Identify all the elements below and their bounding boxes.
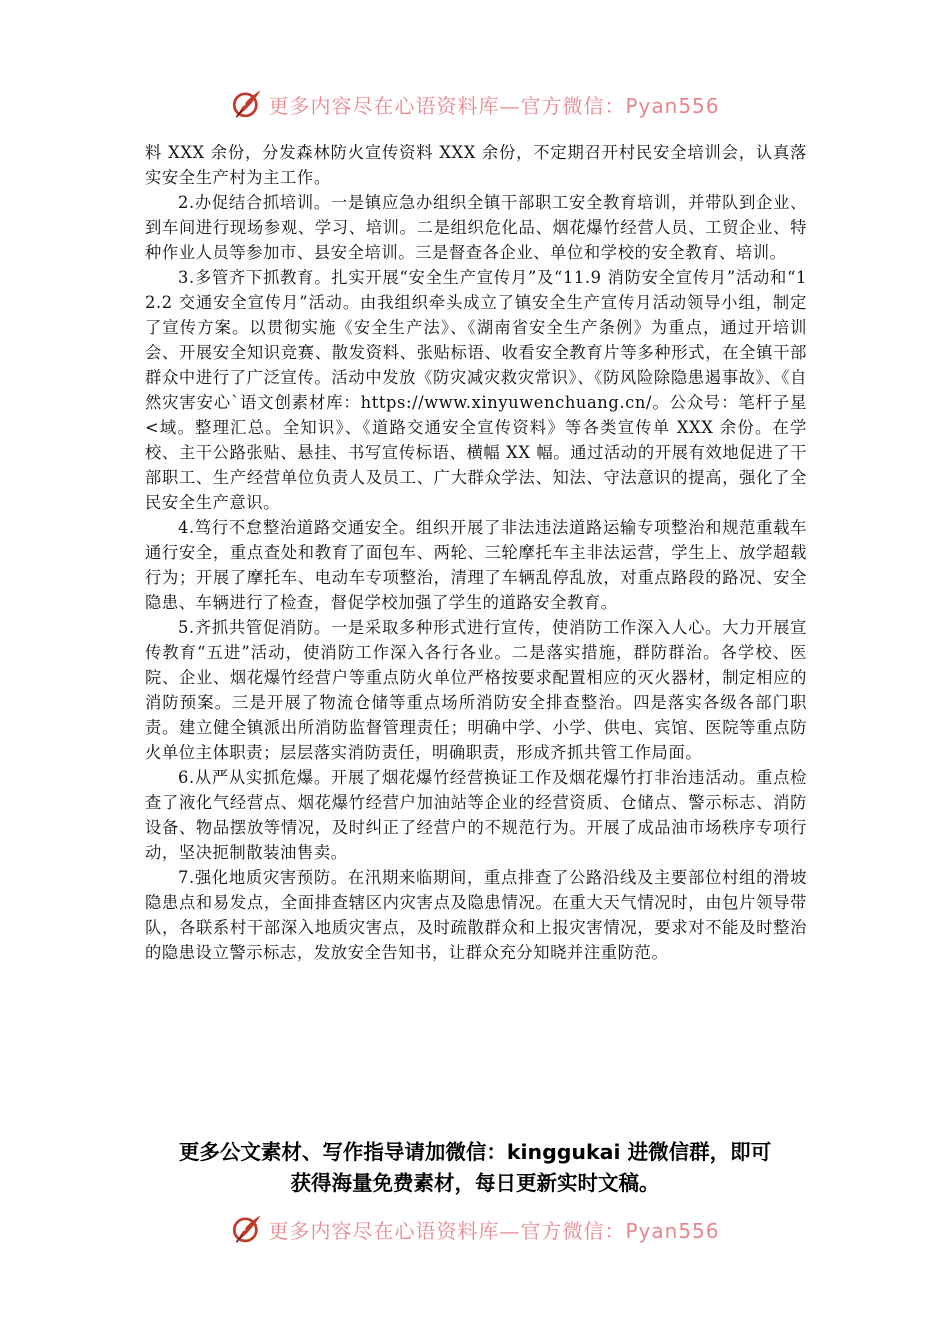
footer-wechat-id: Pyan556 (625, 1218, 720, 1243)
document-body (145, 140, 807, 965)
header-wechat-id: Pyan556 (625, 93, 720, 118)
quill-logo-icon (230, 87, 264, 121)
quill-logo-icon (230, 1212, 264, 1246)
wechat-promo-notice (130, 1137, 820, 1199)
paragraph-road-safety: 4.笃行不怠整治道路交通安全。组织开展了非法违法道路运输专项整治和规范重载车通行安全，重点查处和教育了面包车、两轮、三轮摩托车主非法运营，学生上、放学超载行为；开展了摩托车、电动车专项整治，清理了车辆乱停乱放，对重点路段的路况、安全隐患、车辆进行了检查，督促学校加强了学生的道路安全教育。 (145, 518, 807, 612)
paragraph-geological-hazards: 7.强化地质灾害预防。在汛期来临期间，重点排查了公路沿线及主要部位村组的滑坡隐患点和易发点，全面排查辖区内灾害点及隐患情况。在重大天气情况时，由包片领导带队，各联系村干部深入地质灾害点，及时疏散群众和上报灾害情况，要求对不能及时整治的隐患设立警示标志，发放安全告知书，让群众充分知晓并注重防范。 (145, 868, 807, 962)
promo-line-1: 更多公文素材、写作指导请加微信：kinggukai 进微信群，即可 (178, 1140, 772, 1164)
header-banner (0, 84, 950, 124)
paragraph-training: 2.办促结合抓培训。一是镇应急办组织全镇干部职工安全教育培训，并带队到企业、到车间进行现场参观、学习、培训。二是组织危化品、烟花爆竹经营人员、工贸企业、特种作业人员等参加市、县安全培训。三是督查各企业、单位和学校的安全教育、培训。 (145, 193, 807, 262)
footer-banner-text: 更多内容尽在心语资料库—官方微信：Pyan556 (268, 1218, 720, 1243)
paragraph-continuation: 料 XXX 余份，分发森林防火宣传资料 XXX 余份，不定期召开村民安全培训会，认真落实安全生产村为主工作。 (145, 143, 807, 187)
promo-line-2: 获得海量免费素材，每日更新实时文稿。 (290, 1171, 660, 1195)
paragraph-education: 3.多管齐下抓教育。扎实开展“安全生产宣传月”及“11.9 消防安全宣传月”活动和“12.2 交通安全宣传月”活动。由我组织牵头成立了镇安全生产宣传月活动领导小组，制定了宣传方案。以贯彻实施《安全生产法》、《湖南省安全生产条例》为重点，通过开培训会、开展安全知识竞赛、散发资料、张贴标语、收看安全教育片等多种形式，在全镇干部群众中进行了广泛宣传。活动中发放《防灾减灾救灾常识》、《防风险除隐患遏事故》、《自然灾害安心`语文创素材库：https://www.xinyuwenchuang.cn/。公众号：笔杆子星<域。整理汇总。全知识》、《道路交通安全宣传资料》等各类宣传单 XXX 余份。在学校、主干公路张贴、悬挂、书写宣传标语、横幅 XX 幅。通过活动的开展有效地促进了干部职工、生产经营单位负责人及员工、广大群众学法、知法、守法意识的提高，强化了全民安全生产意识。 (145, 268, 807, 512)
paragraph-fire-safety: 5.齐抓共管促消防。一是采取多种形式进行宣传，使消防工作深入人心。大力开展宣传教育“五进”活动，使消防工作深入各行各业。二是落实措施，群防群治。各学校、医院、企业、烟花爆竹经营户等重点防火单位严格按要求配置相应的灭火器材，制定相应的消防预案。三是开展了物流仓储等重点场所消防安全排查整治。四是落实各级各部门职责。建立健全镇派出所消防监督管理责任；明确中学、小学、供电、宾馆、医院等重点防火单位主体职责；层层落实消防责任，明确职责，形成齐抓共管工作局面。 (145, 618, 807, 762)
paragraph-hazardous-materials: 6.从严从实抓危爆。开展了烟花爆竹经营换证工作及烟花爆竹打非治违活动。重点检查了液化气经营点、烟花爆竹经营户加油站等企业的经营资质、仓储点、警示标志、消防设备、物品摆放等情况，及时纠正了经营户的不规范行为。开展了成品油市场秩序专项行动，坚决扼制散装油售卖。 (145, 768, 807, 862)
header-banner-text: 更多内容尽在心语资料库—官方微信：Pyan556 (268, 93, 720, 118)
footer-banner (0, 1209, 950, 1249)
